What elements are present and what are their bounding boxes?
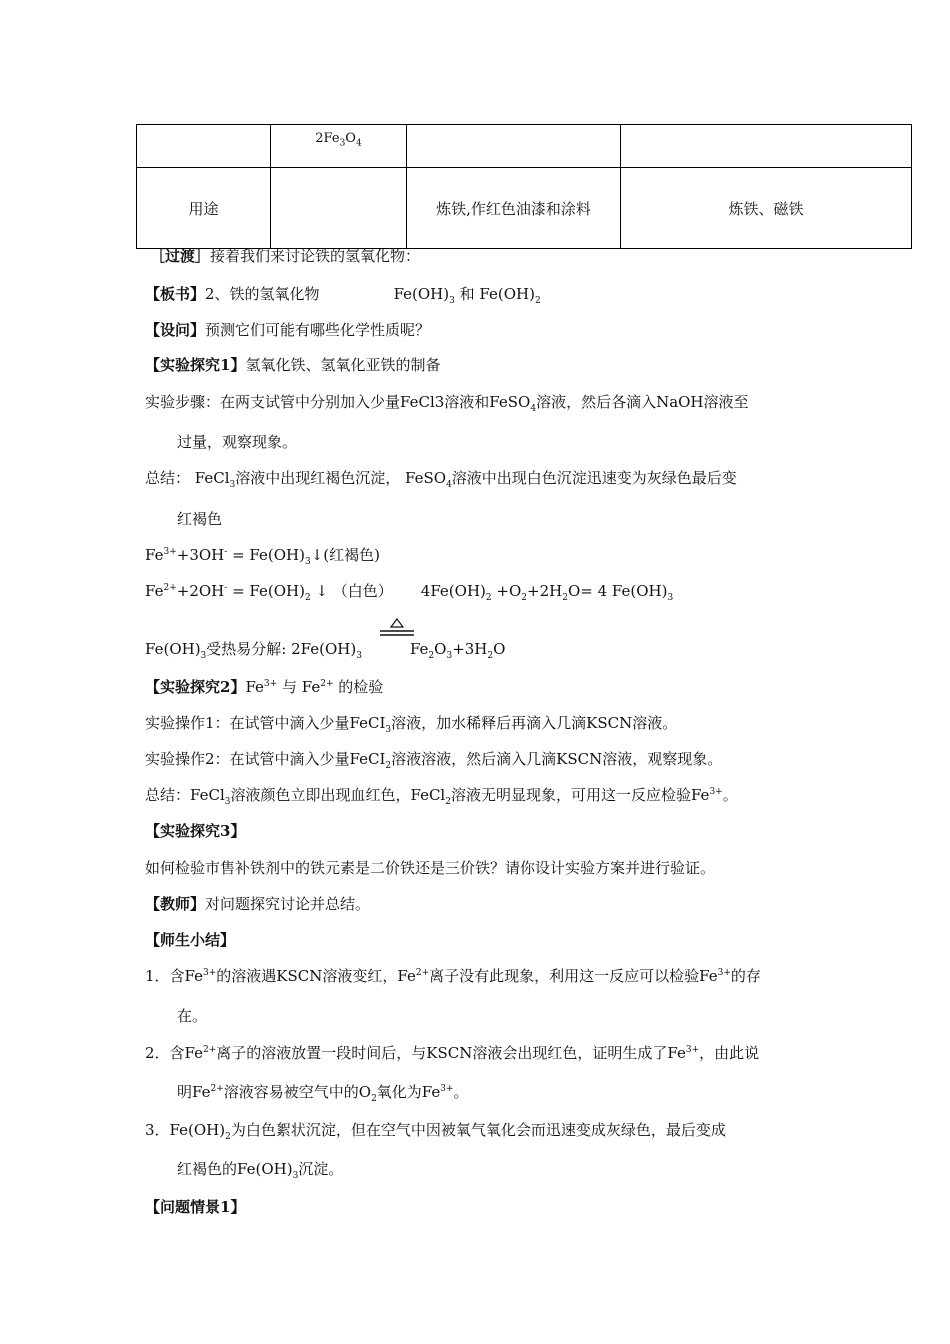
exp2-op1: 实验操作1：在试管中滴入少量FeCI$_3$溶液，加水稀释后再滴入几滴KSCN溶液。 (145, 714, 678, 735)
exp2-op2: 实验操作2：在试管中滴入少量FeCI$_2$溶液溶液，然后滴入几滴KSCN溶液，观察现象。 (145, 750, 723, 771)
section-tag: 【教师】 (145, 895, 206, 913)
section-tag: 【设问】 (145, 321, 206, 339)
properties-table (136, 124, 912, 249)
section-tag: 【实验探究2】 (145, 678, 246, 696)
table-cell: 炼铁、磁铁 (621, 168, 912, 249)
table-cell (621, 125, 912, 168)
exp2-summary: 总结：FeCl$_3$溶液颜色立即出现血红色，FeCl$_2$溶液无明显现象，可用这一反应检验$Fe^{3+}$。 (145, 786, 738, 807)
table-cell (271, 168, 407, 249)
section-tag: ［过渡］ (150, 247, 211, 265)
heat-reaction-arrow-icon (380, 618, 414, 640)
section-tag: 【板书】 (145, 285, 206, 303)
section-tag: 【实验探究1】 (145, 356, 246, 374)
scene-heading (145, 1197, 245, 1217)
summary-point-1-cont: 在。 (177, 1007, 208, 1025)
board-line: 【板书】2、铁的氢氧化物 $Fe(OH)_3$ 和 $Fe(OH)_2$ (145, 285, 541, 306)
section-tag: 【实验探究3】 (145, 822, 246, 840)
exp3-question: 如何检验市售补铁剂中的铁元素是二价铁还是三价铁？请你设计实验方案并进行验证。 (145, 859, 716, 877)
exp1-summary-cont: 红褐色 (177, 510, 223, 528)
summary-heading (145, 930, 235, 950)
exp1-summary: 总结： FeCl$_3$溶液中出现红褐色沉淀， FeSO$_4$溶液中出现白色沉淀迅速变为灰绿色最后变 (145, 469, 737, 490)
exp3-heading (145, 821, 245, 841)
exp1-steps: 实验步骤：在两支试管中分别加入少量FeCl3溶液和FeSO$_4$溶液，然后各滴入NaOH溶液至 (145, 393, 749, 414)
exp1-heading: 【实验探究1】氢氧化铁、氢氧化亚铁的制备 (145, 356, 441, 374)
exp2-heading: 【实验探究2】$Fe^{3+}$ 与 $Fe^{2+}$ 的检验 (145, 678, 384, 696)
row-header-usage: 用途 (137, 168, 271, 249)
table-row (137, 125, 912, 168)
teacher-line: 【教师】对问题探究讨论并总结。 (145, 895, 371, 913)
equation-1: $Fe^{3+}+3OH^-$ = $Fe(OH)_3↓$(红褐色) (145, 546, 380, 567)
equation-3: $Fe(OH)_3$受热易分解: $2Fe(OH)_3$ $Fe_2O_3+3H_2O$ (145, 640, 506, 661)
equation-2: $Fe^{2+}+2OH^- = Fe(OH)_2$ ↓ （白色） $4Fe(OH)_2 +O_2+2H_2O= 4$ $Fe(OH)_3$ (145, 582, 674, 603)
table-cell: 炼铁,作红色油漆和涂料 (407, 168, 621, 249)
summary-point-2-cont: 明$Fe^{2+}$溶液容易被空气中的$O_2$氧化为$Fe^{3+}$。 (177, 1083, 469, 1104)
question-line: 【设问】预测它们可能有哪些化学性质呢？ (145, 321, 431, 339)
summary-point-3-cont: 红褐色的$Fe(OH)_3$沉淀。 (177, 1160, 344, 1181)
table-row (137, 168, 912, 249)
table-cell-formula: $2Fe_3O_4$ (271, 125, 407, 168)
section-tag: 【师生小结】 (145, 931, 236, 949)
summary-point-3: 3．$Fe(OH)_2$为白色絮状沉淀，但在空气中因被氧气氧化会而迅速变成灰绿色，最后变成 (145, 1121, 726, 1142)
section-tag: 【问题情景1】 (145, 1198, 246, 1216)
summary-point-2: 2．含$Fe^{2+}$离子的溶液放置一段时间后，与KSCN溶液会出现红色，证明生成了$Fe^{3+}$，由此说 (145, 1044, 760, 1062)
table-cell (407, 125, 621, 168)
exp1-steps-cont: 过量，观察现象。 (177, 433, 298, 451)
transition-line: ［过渡］接着我们来讨论铁的氢氧化物： (150, 247, 421, 265)
summary-point-1: 1．含$Fe^{3+}$的溶液遇KSCN溶液变红，$Fe^{2+}$离子没有此现象，利用这一反应可以检验$Fe^{3+}$的存 (145, 967, 761, 985)
table-cell (137, 125, 271, 168)
